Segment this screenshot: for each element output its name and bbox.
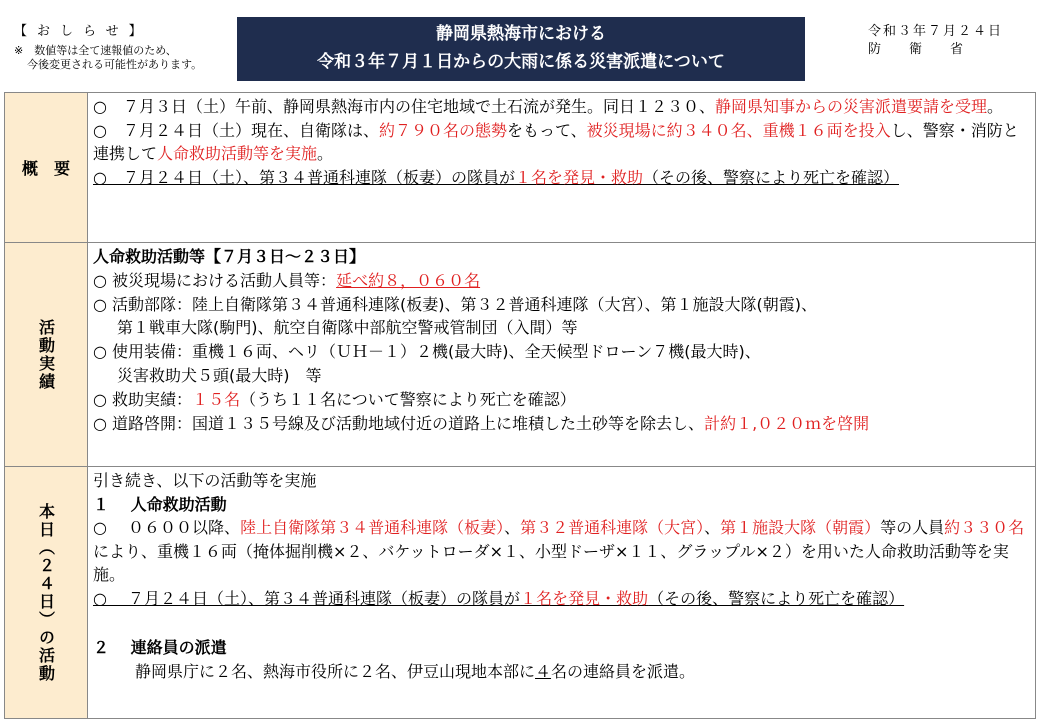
overview-heading: 概 要: [5, 93, 88, 242]
text: ○ ０６００以降、: [93, 518, 241, 537]
text: 、: [504, 518, 521, 537]
today-body: [93, 469, 1029, 683]
results-section: [5, 243, 1035, 467]
overview-item: [93, 95, 1029, 119]
results-item: 災害救助犬５頭(最大時) 等: [117, 365, 322, 385]
highlight-text: 静岡県知事からの災害派遣要請を受理: [714, 97, 987, 116]
today-heading: 本日（２４日）の活動: [5, 467, 88, 718]
highlight-text: 延べ約８，０６０名: [336, 270, 481, 290]
results-heading: 活動実績: [5, 243, 88, 466]
results-item: [93, 388, 1029, 412]
text: ４: [535, 661, 552, 681]
text: 静岡県庁に２名、熱海市役所に２名、伊豆山現地本部に: [135, 661, 536, 681]
spacer: [93, 610, 1029, 636]
title-banner: [237, 17, 805, 81]
today-subheading: ２ 連絡員の派遣: [93, 638, 227, 657]
highlight-text: １名を発見・救助: [514, 167, 643, 187]
text: ○ 道路啓開：国道１３５号線及び活動地域付近の道路上に堆積した土砂等を除去し、: [93, 413, 705, 433]
today-intro: 引き続き、以下の活動等を実施: [93, 471, 317, 490]
highlight-text: 陸上自衛隊第３４普通科連隊（板妻）: [240, 518, 505, 537]
overview-item: [93, 166, 1029, 190]
title-line: 静岡県熱海市における: [436, 24, 606, 44]
title-line: 令和３年７月１日からの大雨に係る災害派遣について: [317, 52, 725, 72]
note-line: 今後変更される可能性があります。: [27, 58, 203, 71]
text: 等の人員: [880, 518, 945, 537]
highlight-text: 計約１,０２０ｍを啓開: [704, 413, 870, 433]
results-item: ○ 活動部隊：陸上自衛隊第３４普通科連隊(板妻)、第３２普通科連隊（大宮）、第１施設大隊(朝霞)、: [93, 294, 818, 314]
disclaimer-note: [14, 44, 202, 72]
today-item: [93, 660, 1029, 684]
text: （その後、警察により死亡を確認）: [642, 167, 899, 187]
text: （うち１１名について警察により死亡を確認）: [240, 389, 576, 409]
text: し、警察・消防と連携して: [93, 120, 1019, 163]
text: 名の連絡員を派遣。: [551, 661, 696, 681]
highlight-text: 約７９０名の態勢: [378, 120, 507, 140]
text: により、重機１６両（掩体掘削機×２、バケットローダ×１、小型ドーザ×１１、グラップル×２）を用いた人命救助活動等を実施。: [93, 541, 1009, 584]
highlight-text: 約３３０名: [944, 518, 1025, 537]
highlight-text: 第１施設大隊（朝霞）: [720, 518, 881, 537]
today-item: [93, 587, 1029, 611]
text: ○ ７月２４日（土）、第３４普通科連隊（板妻）の隊員が: [93, 588, 521, 608]
results-item: [93, 412, 1029, 436]
results-item: [93, 269, 1029, 293]
text: 。: [317, 144, 334, 163]
results-item: ○ 使用装備：重機１６両、ヘリ（ＵＨ－１）２機(最大時)、全天候型ドローン７機(最大時)、: [93, 342, 761, 362]
today-subheading: １ 人命救助活動: [93, 494, 227, 514]
notice-label: 【おしらせ】: [14, 24, 152, 39]
text: 、: [704, 518, 721, 537]
results-item: 第１戦車大隊(駒門)、航空自衛隊中部航空警戒管制団（入間）等: [117, 318, 578, 338]
text: ○ 被災現場における活動人員等：: [93, 270, 337, 290]
text: をもって、: [506, 120, 587, 140]
results-subtitle: 人命救助活動等【７月３日～２３日】: [93, 247, 366, 266]
today-section: [5, 467, 1035, 718]
text: ○ 救助実績：: [93, 389, 193, 409]
info-table: [4, 92, 1036, 719]
overview-body: [93, 95, 1029, 189]
issue-date: 令和３年７月２４日: [868, 24, 1004, 39]
today-item: [93, 516, 1029, 587]
text: （その後、警察により死亡を確認）: [648, 588, 905, 608]
text: ○ ７月３日（土）午前、静岡県熱海市内の住宅地域で土石流が発生。同日１２３０、: [93, 97, 715, 116]
results-body: [93, 245, 1029, 435]
highlight-text: １名を発見・救助: [520, 588, 649, 608]
highlight-text: １５名: [192, 389, 241, 409]
overview-section: [5, 93, 1035, 243]
note-line: ※ 数値等は全て速報値のため、: [14, 44, 177, 57]
issue-info: [868, 23, 1003, 59]
issuing-org: 防衛省: [868, 42, 992, 57]
text: 。: [986, 97, 1003, 116]
highlight-text: 第３２普通科連隊（大宮）: [520, 518, 705, 537]
overview-item: [93, 119, 1029, 166]
text: ○ ７月２４日（土）、第３４普通科連隊（板妻）の隊員が: [93, 167, 515, 187]
highlight-text: 被災現場に約３４０名、重機１６両を投入: [586, 120, 891, 140]
highlight-text: 人命救助活動等を実施: [157, 144, 318, 163]
text: ○ ７月２４日（土）現在、自衛隊は、: [93, 120, 379, 140]
